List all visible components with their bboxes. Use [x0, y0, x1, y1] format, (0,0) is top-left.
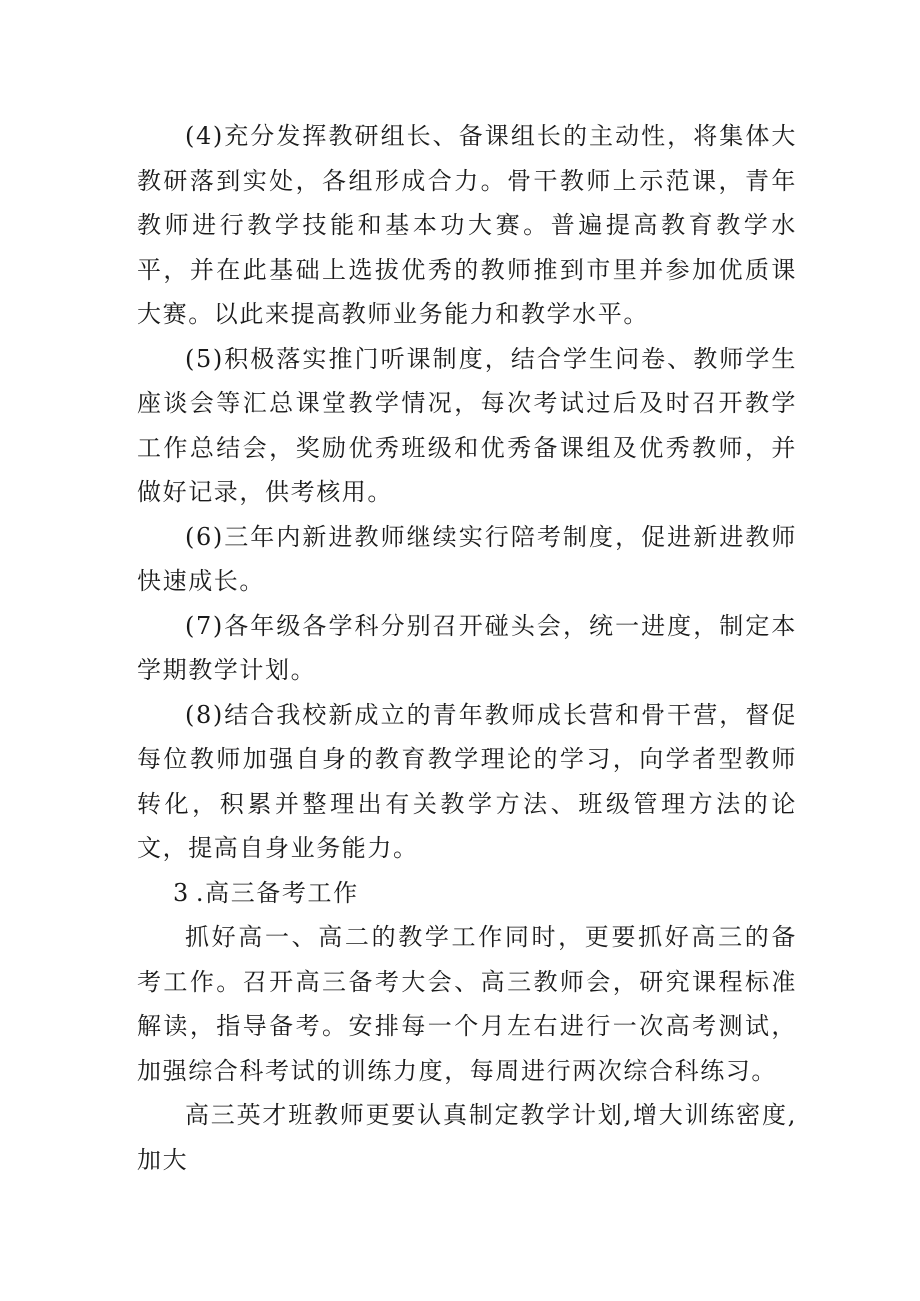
paragraph-senior-prep-1: 抓好高一、高二的教学工作同时，更要抓好高三的备考工作。召开高三备考大会、高三教师会，研究课程标准解读，指导备考。安排每一个月左右进行一次高考测试，加强综合科考试的训练力度，每周进行两次综合科练习。 — [137, 923, 797, 1085]
section-heading-title: .高三备考工作 — [195, 878, 359, 907]
section-heading — [137, 871, 797, 916]
document-body — [137, 114, 797, 1182]
paragraph-item-5: (5)积极落实推门听课制度，结合学生问卷、教师学生座谈会等汇总课堂教学情况，每次考试过后及时召开教学工作总结会，奖励优秀班级和优秀备课组及优秀教师，并做好记录，供考核用。 — [137, 344, 797, 506]
paragraph-item-7: (7)各年级各学科分别召开碰头会，统一进度，制定本学期教学计划。 — [137, 611, 797, 684]
paragraph-item-6: (6)三年内新进教师继续实行陪考制度，促进新进教师快速成长。 — [137, 522, 797, 595]
paragraph-item-8: (8)结合我校新成立的青年教师成长营和骨干营，督促每位教师加强自身的教育教学理论的学习，向学者型教师转化，积累并整理出有关教学方法、班级管理方法的论文，提高自身业务能力。 — [137, 700, 797, 862]
paragraph-senior-prep-2: 高三英才班教师更要认真制定教学计划,增大训练密度,加大 — [137, 1101, 797, 1174]
section-heading-number: 3 — [173, 878, 190, 907]
paragraph-item-4: (4)充分发挥教研组长、备课组长的主动性，将集体大教研落到实处，各组形成合力。骨干教师上示范课，青年教师进行教学技能和基本功大赛。普遍提高教育教学水平，并在此基础上选拔优秀的教师推到市里并参加优质课大赛。以此来提高教师业务能力和教学水平。 — [137, 122, 797, 328]
